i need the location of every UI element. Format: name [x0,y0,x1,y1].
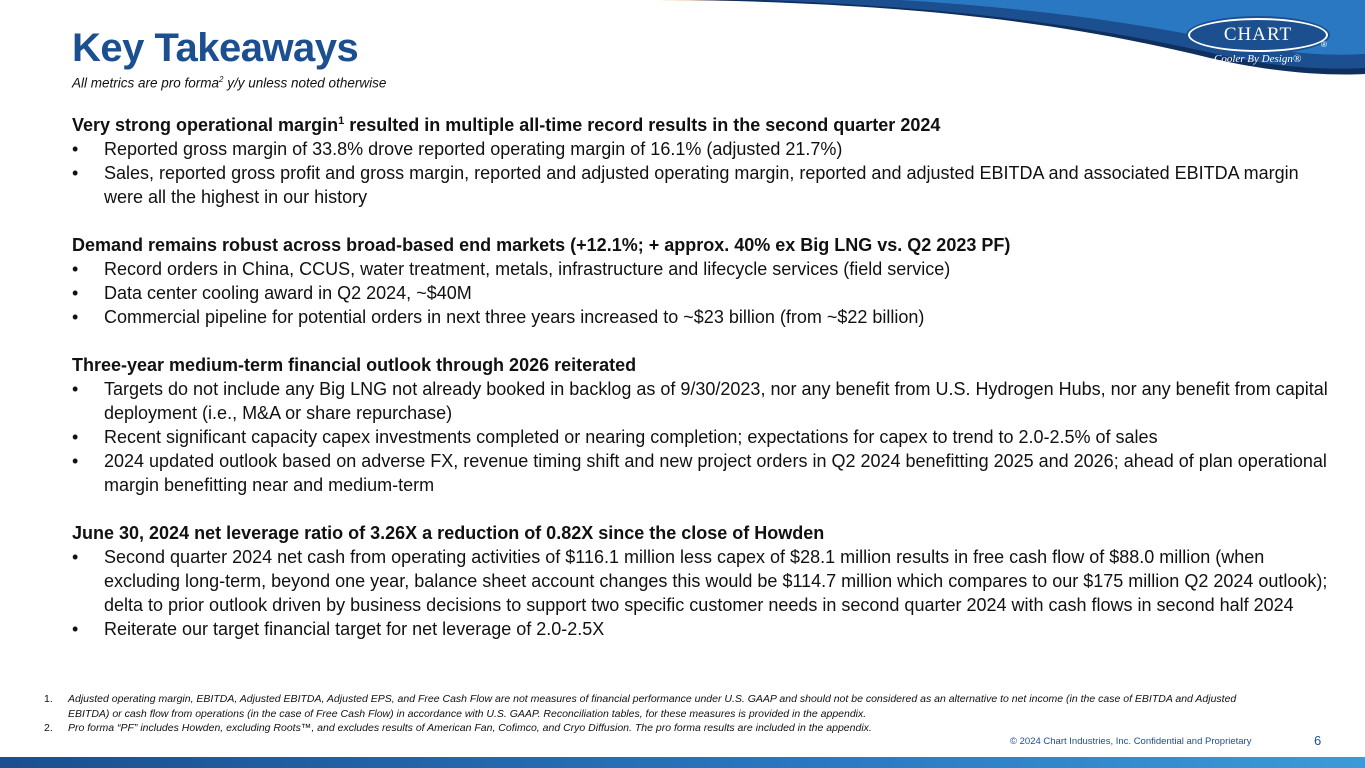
footnote [44,721,1274,736]
page-number: 6 [1314,733,1322,748]
section-leverage [72,521,1332,641]
bullet-list [72,257,1332,329]
logo-tagline: Cooler By Design® [1214,53,1302,65]
section-demand [72,233,1332,329]
bullet-item: • Sales, reported gross profit and gross margin, reported and adjusted operating margin, reported and adjusted EBITDA and associated EBITDA margin were all the highest in our history [72,161,1332,209]
section-outlook [72,353,1332,497]
bullet-list [72,137,1332,209]
section-title: Demand remains robust across broad-based end markets (+12.1%; + approx. 40% ex Big LNG vs. Q2 2023 PF) [72,235,1011,255]
logo-registered-mark: ® [1321,40,1327,49]
page-subtitle [72,75,386,91]
footnote-number: 1. [44,693,53,705]
section-operational-margin [72,109,1332,209]
section-title: June 30, 2024 net leverage ratio of 3.26X a reduction of 0.82X since the close of Howden [72,523,825,543]
subtitle-text: All metrics are pro forma [72,75,220,91]
bullet-item: • Second quarter 2024 net cash from operating activities of $116.1 million less capex of $28.1 million results in free cash flow of $88.0 million (when excluding long-term, beyond one year, balance sheet account changes this would be $114.7 million which compares to our $175 million Q2 2024 outlook); delta to prior outlook driven by business decisions to support two specific customer needs in second quarter 2024 with cash flows in second half 2024 [72,545,1332,617]
footnote-text: Pro forma “PF” includes Howden, excluding Roots™, and excludes results of American Fan, Cofimco, and Cryo Diffusion. The pro forma results are included in the appendix. [68,722,872,734]
takeaways-content [72,109,1332,665]
footer-bar [0,757,1365,768]
bullet-item: • Targets do not include any Big LNG not already booked in backlog as of 9/30/2023, nor any benefit from U.S. Hydrogen Hubs, nor any benefit from capital deployment (i.e., M&A or share repurchase) [72,377,1332,425]
copyright-notice: © 2024 Chart Industries, Inc. Confidential and Proprietary [1010,736,1252,747]
bullet-item: • Reiterate our target financial target for net leverage of 2.0-2.5X [72,617,1332,641]
footnotes [44,692,1274,736]
bullet-item: • Commercial pipeline for potential orders in next three years increased to ~$23 billion (from ~$22 billion) [72,305,1332,329]
bullet-list [72,377,1332,497]
logo-wordmark: CHART [1188,18,1328,52]
footnote-text: Adjusted operating margin, EBITDA, Adjusted EBITDA, Adjusted EPS, and Free Cash Flow are not measures of financial performance under U.S. GAAP and should not be considered as an alternative to net income (in the case of EBITDA and Adjusted EBITDA) or cash flow from operations (in the case of Free Cash Flow) in accordance with U.S. GAAP. Reconciliation tables, for these measures is provided in the appendix. [68,693,1237,720]
chart-logo [1188,18,1338,70]
section-title [72,109,1332,137]
footnote [44,692,1274,721]
bullet-item: • Reported gross margin of 33.8% drove reported operating margin of 16.1% (adjusted 21.7%) [72,137,1332,161]
page-title: Key Takeaways [72,26,359,70]
bullet-item: • Data center cooling award in Q2 2024, ~$40M [72,281,1332,305]
subtitle-text-end: y/y unless noted otherwise [223,75,387,91]
bullet-item: • Record orders in China, CCUS, water treatment, metals, infrastructure and lifecycle services (field service) [72,257,1332,281]
bullet-list [72,545,1332,641]
footnote-number: 2. [44,722,53,734]
bullet-item: • 2024 updated outlook based on adverse FX, revenue timing shift and new project orders in Q2 2024 benefitting 2025 and 2026; ahead of plan operational margin benefitting near and medium-term [72,449,1332,497]
bullet-item: • Recent significant capacity capex investments completed or nearing completion; expectations for capex to trend to 2.0-2.5% of sales [72,425,1332,449]
section-title-text: Very strong operational margin [72,115,339,135]
section-footnote-ref: 1 [338,115,345,127]
section-title-text-end: resulted in multiple all-time record results in the second quarter 2024 [344,115,941,135]
subtitle-footnote-ref: 2 [219,75,224,84]
section-title: Three-year medium-term financial outlook through 2026 reiterated [72,355,637,375]
